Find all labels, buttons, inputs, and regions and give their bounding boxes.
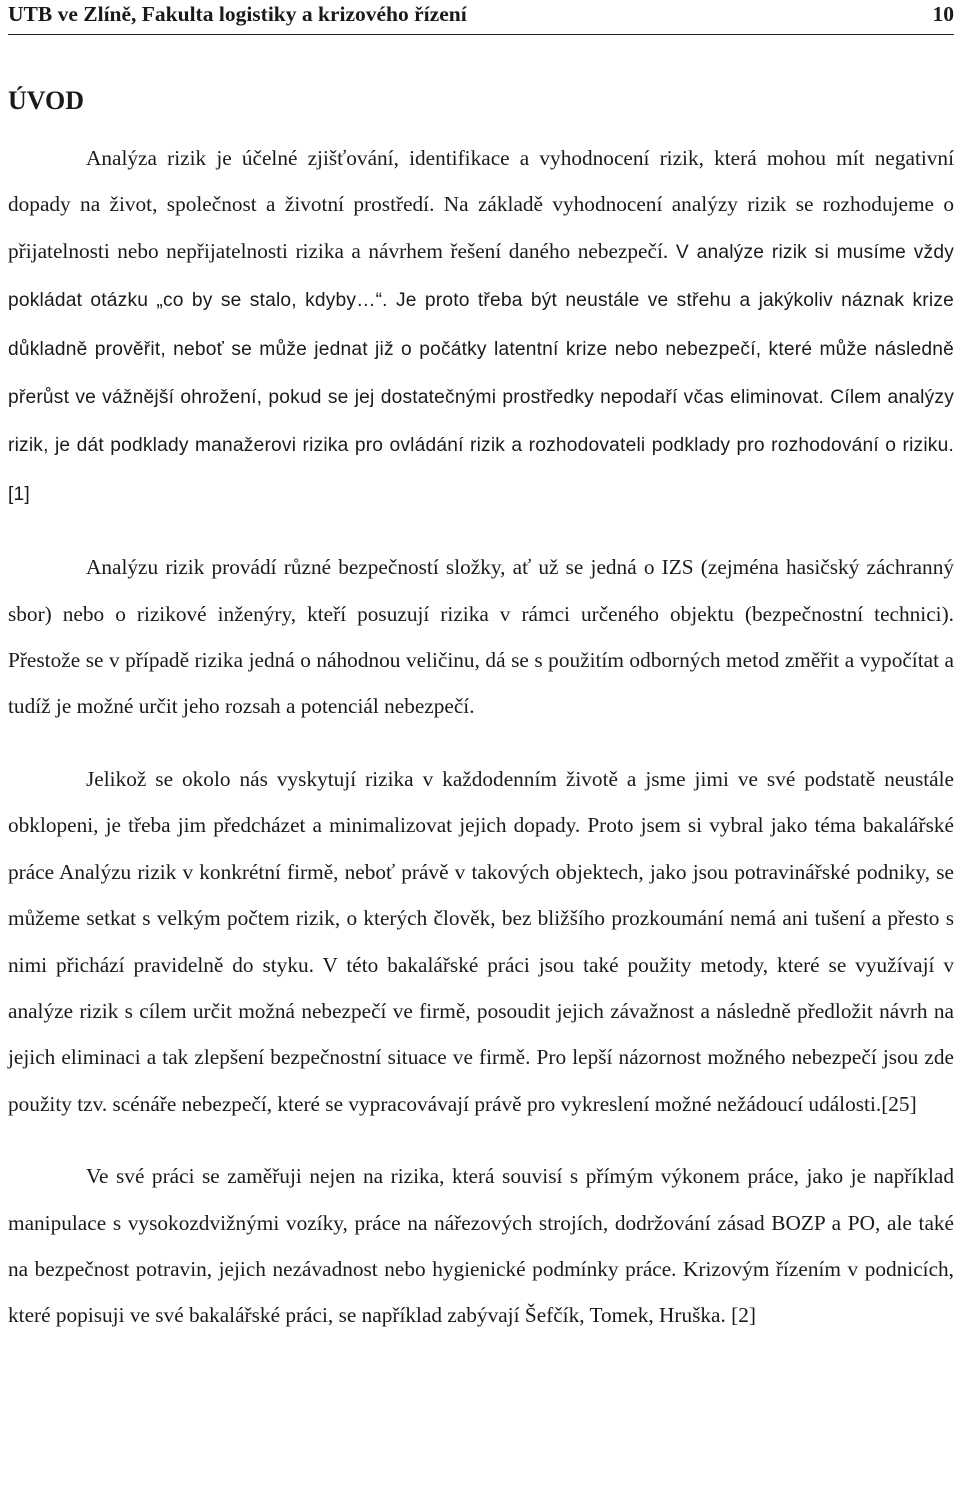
paragraph (8, 135, 954, 518)
paragraph: Analýzu rizik provádí různé bezpečností složky, ať už se jedná o IZS (zejména hasičský záchranný sbor) nebo o rizikové inženýry, kteří posuzují rizika v rámci určeného objektu (bezpečnostní technici). Přestože se v případě rizika jedná o náhodnou veličinu, dá se s použitím odborných metod změřit a vypočítat a tudíž je možné určit jeho rozsah a potenciál nebezpečí. (8, 555, 954, 719)
page-number: 10 (932, 2, 954, 26)
paragraph: Ve své práci se zaměřuji nejen na rizika, která souvisí s přímým výkonem práce, jako je například manipulace s vysokozdvižnými vozíky, práce na nářezových strojích, dodržování zásad BOZP a PO, ale také na bezpečnost potravin, jejich nezávadnost nebo hygienické podmínky práce. Krizovým řízením v podnicích, které popisuji ve své bakalářské práci, se například zabývají Šefčík, Tomek, Hruška. [2] (8, 1164, 954, 1328)
paragraph-text-sans: V analýze rizik si musíme vždy pokládat otázku „co by se stalo, kdyby…“. Je proto třeba být neustále ve střehu a jakýkoliv náznak krize důkladně prověřit, neboť se může jednat již o počátky latentní krize nebo nebezpečí, které může následně přerůst ve vážnější ohrožení, pokud se jej dostatečnými prostředky nepodaří včas eliminovat. Cílem analýzy rizik, je dát podklady manažerovi rizika pro ovládání rizik a rozhodovateli podklady pro rozhodování o riziku.[1] (8, 241, 955, 505)
running-header (8, 0, 954, 35)
paragraph-text: Analýza rizik je účelné zjišťování, identifikace a vyhodnocení rizik, která mohou mít negativní dopady na život, společnost a životní prostředí. Na základě vyhodnocení analýzy rizik se rozhodujeme o přijatelnosti nebo nepřijatelnosti rizika a návrhem řešení daného nebezpečí. (8, 146, 954, 263)
document-page (8, 0, 954, 1365)
paragraph: Jelikož se okolo nás vyskytují rizika v každodenním životě a jsme jimi ve své podstatě neustále obklopeni, je třeba jim předcházet a minimalizovat jejich dopady. Proto jsem si vybral jako téma bakalářské práce Analýzu rizik v konkrétní firmě, neboť právě v takových objektech, jako jsou potravinářské podniky, se můžeme setkat s velkým počtem rizik, o kterých člověk, bez bližšího prozkoumání nemá ani tušení a přesto s nimi přichází pravidelně do styku. V této bakalářské práci jsou také použity metody, které se využívají v analýze rizik s cílem určit možná nebezpečí ve firmě, posoudit jejich závažnost a následně předložit návrh na jejich eliminaci a tak zlepšení bezpečnostní situace ve firmě. Pro lepší názornost možného nebezpečí jsou zde použity tzv. scénáře nebezpečí, které se vypracovávají právě pro vykreslení možné nežádoucí události.[25] (8, 766, 954, 1116)
body-text (8, 135, 954, 1339)
chapter-title: ÚVOD (8, 86, 85, 115)
header-title: UTB ve Zlíně, Fakulta logistiky a krizového řízení (8, 2, 467, 26)
